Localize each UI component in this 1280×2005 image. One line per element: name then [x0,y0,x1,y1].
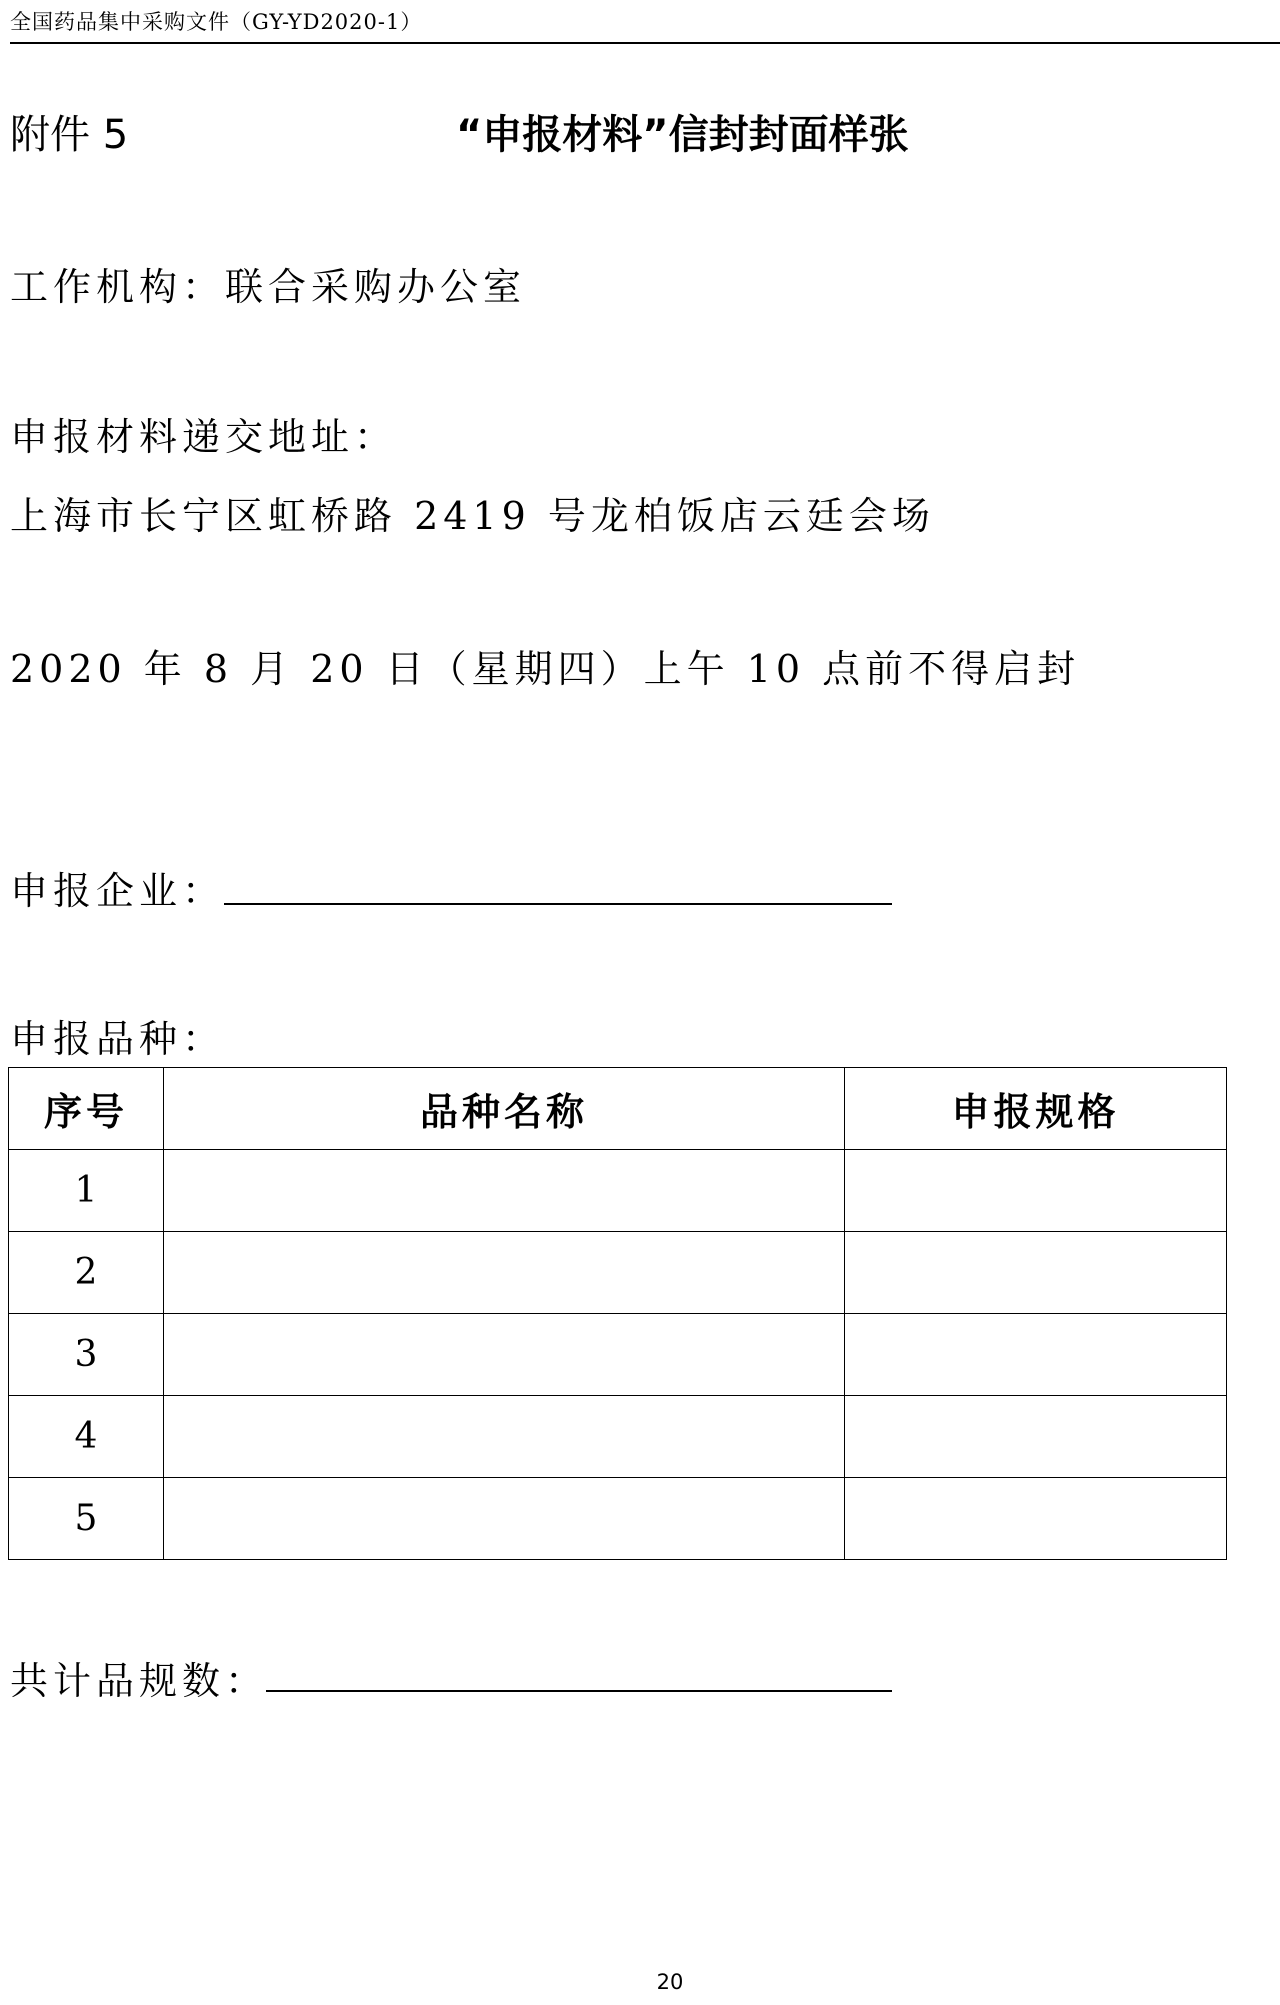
specification-cell [845,1232,1227,1314]
page-number: 20 [656,1970,684,1994]
address-label: 申报材料递交地址： [10,415,398,459]
table-row [9,1232,1227,1314]
table-row [9,1478,1227,1560]
document-title: “申报材料”信封封面样张 [456,112,909,158]
specification-cell [845,1396,1227,1478]
specification-cell [845,1314,1227,1396]
varieties-table [8,1067,1227,1560]
row-index: 5 [9,1478,164,1560]
variety-name-cell [164,1150,845,1232]
variety-name-cell [164,1232,845,1314]
specification-cell [845,1478,1227,1560]
total-count-label: 共计品规数： [10,1659,269,1703]
header-rule [10,42,1280,44]
row-index: 3 [9,1314,164,1396]
specification-cell [845,1150,1227,1232]
row-index: 1 [9,1150,164,1232]
address-line: 上海市长宁区虹桥路 2419 号龙柏饭店云廷会场 [10,494,935,538]
row-index: 2 [9,1232,164,1314]
header-variety-name: 品种名称 [164,1068,845,1150]
table-row [9,1150,1227,1232]
table-header-row [9,1068,1227,1150]
organization-line: 工作机构：联合采购办公室 [10,265,527,309]
running-header: 全国药品集中采购文件（GY-YD2020-1） [10,10,423,34]
enterprise-label: 申报企业： [10,869,226,913]
table-row [9,1396,1227,1478]
variety-name-cell [164,1478,845,1560]
varieties-label: 申报品种： [10,1017,226,1061]
enterprise-blank-line [224,903,892,905]
seal-notice: 2020 年 8 月 20 日（星期四）上午 10 点前不得启封 [10,647,1081,691]
header-index: 序号 [9,1068,164,1150]
total-count-blank-line [266,1690,892,1692]
table-row [9,1314,1227,1396]
row-index: 4 [9,1396,164,1478]
variety-name-cell [164,1396,845,1478]
header-specification: 申报规格 [845,1068,1227,1150]
variety-name-cell [164,1314,845,1396]
attachment-label: 附件 5 [10,112,129,158]
